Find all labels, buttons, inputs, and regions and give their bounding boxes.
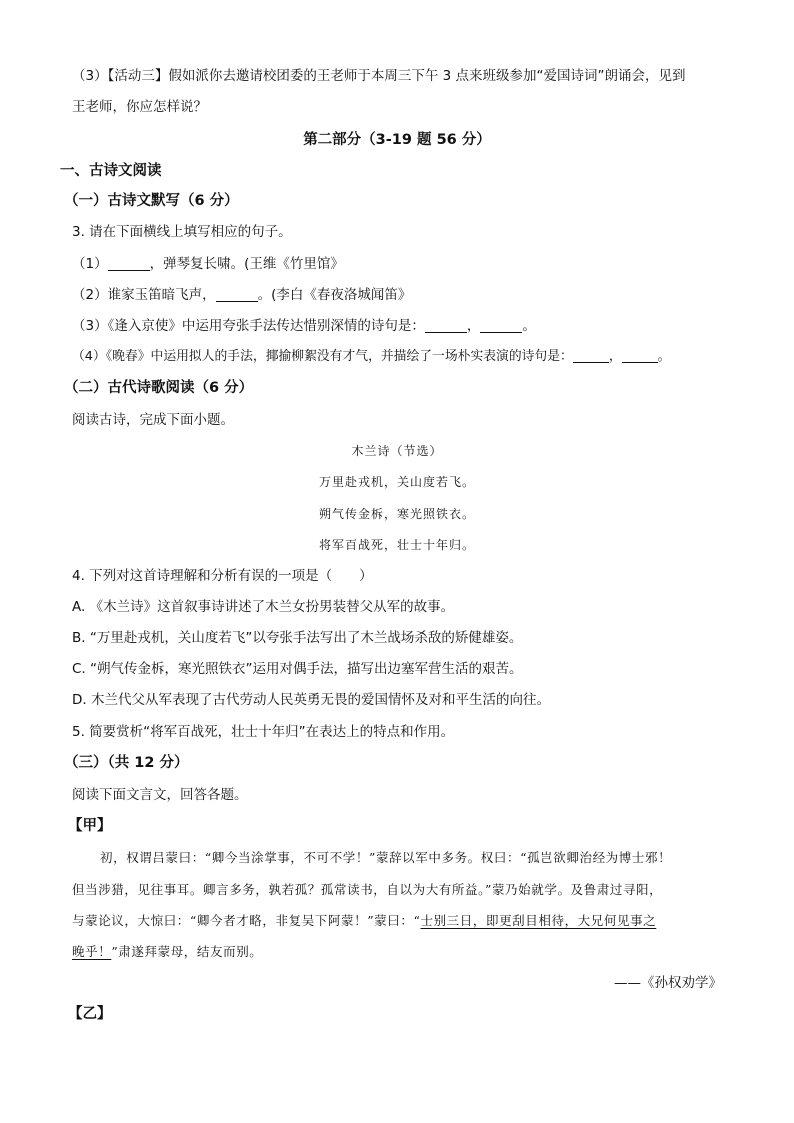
answer-blank[interactable] [480,318,522,333]
answer-blank[interactable] [573,348,609,363]
q3-prompt: 3. 请在下面横线上填写相应的句子。 [72,224,292,240]
answer-blank[interactable] [108,256,150,271]
section1-heading: 一、古诗文阅读 [60,163,162,179]
q5-prompt: 5. 简要赏析“将军百战死，壮士十年归”在表达上的特点和作用。 [72,724,455,740]
classic-line4-text: ”肃遂拜蒙母，结友而别。 [111,944,263,959]
sub3-heading: （三）（共 12 分） [64,755,189,771]
q4-option-a: A. 《木兰诗》这首叙事诗讲述了木兰女扮男装替父从军的故事。 [72,599,455,615]
q3-item3-post: 。 [522,318,536,334]
activity3-line2: 王老师，你应怎样说？ [72,99,207,115]
q4-prompt: 4. 下列对这首诗理解和分析有误的一项是（ ） [72,568,373,584]
read-poem-instruction: 阅读古诗，完成下面小题。 [72,412,234,428]
q3-item1 [72,254,732,274]
classic-para-line-1: 初，权谓吕蒙曰：“卿今当涂掌事，不可不学！”蒙辞以军中多务。权曰：“孤岂欲卿治经为博士邪！ [100,850,672,865]
q4-option-d: D. 木兰代父从军表现了古代劳动人民英勇无畏的爱国情怀及对和平生活的向往。 [72,692,550,708]
q3-item4-sep: ， [608,349,622,364]
q3-item4-pre: （4）《晚春》中运用拟人的手法，揶揄柳絮没有才气，并描绘了一场朴实表演的诗句是： [72,349,573,364]
classic-source: ——《孙权劝学》 [614,975,722,991]
q4-option-b: B. “万里赴戎机，关山度若飞”以夸张手法写出了木兰战场杀敌的矫健雄姿。 [72,630,523,646]
sub2-heading: （二）古代诗歌阅读（6 分） [64,380,254,396]
q3-item3 [72,316,732,336]
activity3-line1: （3）【活动三】假如派你去邀请校团委的王老师于本周三下午 3 点来班级参加“爱国诗词”朗诵会，见到 [72,68,686,84]
classic-underlined-sentence-end: 晚乎！ [72,944,112,959]
q4-option-c: C. “朔气传金柝，寒光照铁衣”运用对偶手法，描写出边塞军营生活的艰苦。 [72,661,523,677]
classic-para-line-3 [72,911,732,931]
yi-label: 【乙】 [68,1006,112,1022]
classic-para-line-4 [72,942,732,962]
poem-line-2: 朔气传金柝，寒光照铁衣。 [318,507,475,521]
classic-line3-text: 与蒙论议，大惊曰：“卿今者才略，非复吴下阿蒙！”蒙曰：“ [72,913,421,928]
q3-item3-pre: （3）《逢入京使》中运用夸张手法传达惜别深情的诗句是： [72,318,425,334]
answer-blank[interactable] [216,287,258,302]
sub1-heading: （一）古诗文默写（6 分） [64,193,239,209]
jia-label: 【甲】 [68,818,112,834]
classic-para-line-2: 但当涉猎，见往事耳。卿言多务，孰若孤？孤常读书，自以为大有所益。”蒙乃始就学。及鲁肃过寻阳， [72,882,663,897]
answer-blank[interactable] [425,318,467,333]
q3-item2-post: 。(李白《春夜洛城闻笛》 [257,287,412,303]
poem-title: 木兰诗（节选） [351,444,443,458]
q3-item1-pre: （1） [72,256,108,272]
q3-item4-post: 。 [657,349,671,364]
q3-item3-sep: ， [466,318,481,334]
read-classic-instruction: 阅读下面文言文，回答各题。 [72,787,248,803]
q3-item4 [72,347,732,367]
q3-item1-post: ，弹琴复长啸。(王维《竹里馆》 [149,256,344,272]
q3-item2 [72,285,732,305]
poem-line-1: 万里赴戎机，关山度若飞。 [318,475,475,489]
poem-line-3: 将军百战死，壮士十年归。 [318,538,475,552]
classic-underlined-sentence: 士别三日，即更刮目相待，大兄何见事之 [420,913,657,928]
answer-blank[interactable] [622,348,658,363]
q3-item2-pre: （2）谁家玉笛暗飞声， [72,287,216,303]
part2-title: 第二部分（3-19 题 56 分） [303,132,491,148]
